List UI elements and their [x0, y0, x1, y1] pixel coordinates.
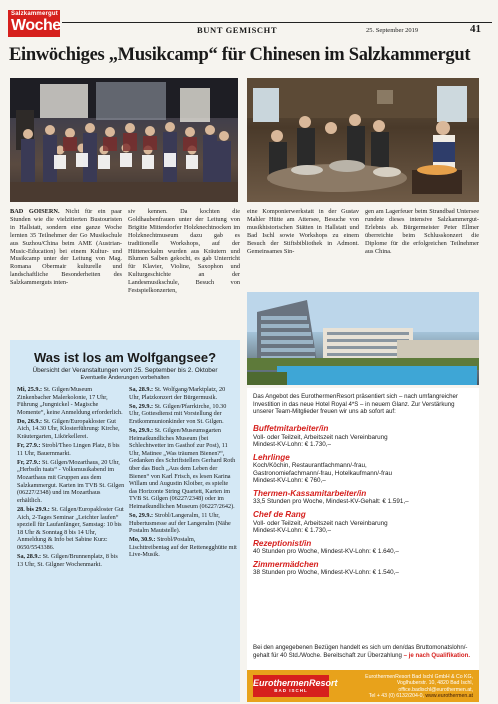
job-list [253, 424, 473, 581]
job-advertisement [247, 388, 479, 702]
job-title: Buffetmitarbeiter/in [253, 424, 329, 433]
page-number: 41 [470, 23, 481, 35]
event-item [17, 418, 125, 441]
cooking-photo [247, 78, 479, 202]
events-title: Was ist los am Wolfgangsee? [33, 350, 217, 365]
header-rule [62, 22, 492, 23]
event-date: 28. bis 29.9.: [17, 505, 50, 513]
job-detail: Mindest-KV-Lohn: € 1.730,– [253, 441, 332, 449]
job-title: Chef de Rang [253, 510, 306, 520]
job-detail: 38 Stunden pro Woche, Mindest-KV-Lohn: € 1.540,– [253, 569, 399, 577]
event-item [17, 442, 125, 457]
job-detail: Voll- oder Teilzeit, Arbeitszeit nach Vereinbarung [253, 433, 388, 441]
contact-phone: Tel + 43 (0) 6132/204-0, [368, 693, 424, 700]
event-text: St. Gilgen/Europakloster Gut Aich, 14.30 Uhr, Klosterführung: Kirche, Kräutergarten, Likörkellerei. [17, 417, 120, 441]
contact-address: Voglhuberstr. 10, 4820 Bad Ischl, [396, 680, 473, 687]
job-listing [253, 560, 473, 577]
event-date: Fr, 27.9.: [17, 458, 41, 466]
job-title: Lehrlinge [253, 452, 290, 462]
ad-contact-bar [247, 670, 479, 702]
job-detail: Koch/Köchin, Restaurantfachmann/-frau, [253, 462, 367, 470]
contact-website: www.eurothermen.at [423, 693, 473, 700]
event-date: Mi, 25.9.: [17, 386, 43, 393]
event-item [129, 386, 237, 401]
event-date: So, 29.9.: [129, 426, 154, 434]
events-subtitle: Übersicht der Veranstaltungen vom 25. September bis 2. Oktober [32, 367, 218, 374]
article-column-4: gen am Lagerfeuer beim Strandbad Untersee rundete dieses intensive Salzkammergut-Erlebnis ab. Bürgermeister Peter Ellmer überreichte beim Schlusskonzert die Diplome für die erfolgreichen Teilnehmer aus China. [365, 208, 479, 255]
event-date: Do, 26.9.: [17, 417, 43, 425]
event-text: St. Wolfgang/Marktplatz, 20 Uhr, Platzkonzert der Bürgermusik. [129, 386, 226, 401]
event-item [17, 506, 125, 552]
group-photo [10, 78, 238, 202]
resort-contact [341, 674, 473, 700]
event-date: Mo, 30.9.: [129, 536, 156, 544]
job-detail: 33,5 Stunden pro Woche, Mindest-KV-Gehalt: € 1.591,– [253, 498, 409, 506]
event-text: St. Gilgen/Mozarthaus, 20 Uhr, „Herbstln tuats“ - Volksmusikabend im Mozarthaus mit Gruppen aus dem Salzkammergut. Karten im TVB St. Gilgen (06227/2348) und im Mozarthaus erhältlich. [17, 458, 125, 504]
article-column-1 [10, 208, 122, 287]
event-date: Sa, 28.9.: [129, 386, 154, 393]
job-title: Zimmermädchen [253, 559, 319, 569]
contact-phone-web [341, 693, 473, 699]
job-listing [253, 424, 473, 449]
contact-email: office.badischl@eurothermen.at, [398, 686, 473, 693]
events-column-right [129, 386, 237, 561]
article-column-2: siv kennen. Da kochten die Goldhaubenfrauen unter der Leitung von Brigitte Mittendorfer Holzknechtnocken im Holzknechtmuseum dazu gab es traditionelle Workshops, auf der Hütteneckalm wurden aus Kräutern und Blumen Salben gekocht, es gab Unterricht für Klavier, Violine, Saxophon und Kulturgeschichte an der Landesmusikschule, Besuch von Festspielkonzerten, [128, 208, 240, 295]
resort-logo [253, 675, 338, 697]
event-item [17, 553, 125, 568]
events-note: Eventuelle Änderungen vorbehalten [80, 375, 170, 381]
job-detail: 40 Stunden pro Woche, Mindest-KV-Lohn: € 1.640,– [253, 548, 399, 556]
event-item [17, 459, 125, 505]
event-text: St. Gilgen/Brunnenplatz, 8 bis 13 Uhr, St. Gilgner Wochenmarkt. [17, 552, 118, 568]
job-title: Rezeptionist/in [253, 538, 312, 548]
logo-main-text: Woche [11, 17, 61, 34]
event-text: St. Gilgen/Europakloster Gut Aich, 2-Tages Seminar „Leichter laufen“ speziell für Laufanfänger, Samstag: 10 bis 18 Uhr & Sonntag 8 bis 14 Uhr, Anmeldung & Info bei Sabine Kurz: 0650/5543386. [17, 505, 124, 551]
ad-footer-text [253, 644, 473, 659]
event-text: Strobl/Langeralm, 11 Uhr, Hubertusmesse auf der Langeralm (Nähe Postalm Mautstelle). [129, 512, 231, 535]
events-column-left [17, 386, 125, 570]
ad-footer-note: Bei den angegebenen Bezügen handelt es sich um den/das Bruttomonatslohn/-gehalt für 40 Std./Woche. Bereitschaft zur Überzahlung [253, 644, 468, 659]
event-item [129, 427, 237, 511]
event-date: So, 29.9.: [129, 402, 154, 410]
article-headline: Einwöchiges „Musikcamp“ für Chinesen im Salzkammergut [9, 45, 471, 65]
job-title: Thermen-Kassamitarbeiter/in [253, 488, 367, 498]
group-photo-illustration [10, 78, 238, 202]
article-text-1: Nicht für ein paar Stunden wie die vielzitierten Bustouristen in Hallstatt, sondern eine ganze Woche lernten 35 Teilnehmer der Go Musikschule aus Suzhou/China beim AME (Austrian-Music-Education) bei einem Kultur- und Musikcamp unter der Leitung von Mag. Romana Obermair kulturelle und landschaftliche Besonderheiten des Salzkammerguts inten- [10, 208, 122, 287]
event-text: Strobl/Postalm, Lischttreibentag auf der Rettenegghütte mit Live-Musik. [129, 536, 237, 559]
job-detail: Voll- oder Teilzeit, Arbeitszeit nach Vereinbarung [253, 519, 388, 527]
event-date: So, 29.9.: [129, 512, 154, 519]
event-item [17, 386, 125, 416]
event-text: St. Gilgen/Museum Zinkenbacher Malerkolonie, 17 Uhr, Führung „Jungnickel - Magische Momente“, keine Anmeldung erforderlich. [17, 386, 123, 416]
logo-region-text: Salzkammergut [11, 11, 58, 17]
section-title: BUNT GEMISCHT [197, 25, 278, 35]
job-detail: Mindest-KV-Lohn: € 1.730,– [253, 527, 332, 535]
newspaper-logo [8, 10, 60, 37]
contact-company: EurothermenResort Bad Ischl GmbH & Co KG, [365, 674, 473, 680]
job-detail: Gastronomiefachmann/-frau, Hotelkaufmann/-frau [253, 469, 392, 477]
event-text: St. Gilgen/Museumsgarten Heimatkundliches Museum (bei Schlechtwetter im Gasthof zur Post), 11 Uhr, Matinee „Was träumen Bienen?“, Gedanken des Schriftstellers Gerhard Roth über das Buch „Aus dem Leben der Bienen“ von Karl Frisch, es lesen Karina Willam und Augustin Kloiber, es spielte das Horizonte String Quartett, Karten im TVB St. Gilgen (06227/2348) oder im Heimatkundlichen Museum (06227/2642). [129, 426, 236, 510]
hotel-photo [247, 292, 479, 385]
event-text: St. Gilgen/Pfarrkirche, 10.30 Uhr, Gottesdienst mit Vorstellung der Erstkommunionkinder von St. Gilgen. [129, 402, 227, 425]
ad-intro-text: Das Angebot des EurothermenResort präsentiert sich – nach umfangreicher Investition in das neue Hotel Royal 4*S – in neuem Glanz. Zur Verstärkung unserer Team-Mitglieder freuen wir uns ab sofort auf: [253, 393, 458, 415]
job-listing [253, 539, 473, 556]
job-detail: Mindest-KV-Lohn: € 760,– [253, 477, 326, 485]
job-listing [253, 510, 473, 535]
resort-logo-name: EurothermenResort [253, 678, 338, 688]
event-item [129, 512, 237, 535]
event-date: Fr, 27.9.: [17, 442, 41, 450]
job-listing [253, 489, 473, 506]
event-text: Strobl/Theo Lingen Platz, 8 bis 11 Uhr, Bauernmarkt. [17, 442, 120, 457]
resort-logo-location: BAD ISCHL [274, 688, 308, 693]
issue-date: 25. September 2019 [366, 27, 419, 34]
event-item [129, 403, 237, 426]
events-box [10, 340, 240, 702]
job-listing [253, 453, 473, 485]
event-item [129, 536, 237, 559]
article-dateline: BAD GOISERN. [10, 208, 60, 215]
event-date: Sa, 28.9.: [17, 552, 42, 560]
hotel-photo-illustration [247, 292, 479, 385]
cooking-photo-illustration [247, 78, 479, 202]
ad-footer-highlight: – je nach Qualifikation. [403, 651, 471, 659]
article-column-3: eine Komponierwerkstatt in der Gustav Mahler Hütte am Attersee, Besuche von musikhistorischen Stätten in Hallstatt und Bad Ischl sowie Workshops zu einem Besuch der Stiftsbibliothek in Admont. Gemeinsames Sin- [247, 208, 359, 255]
